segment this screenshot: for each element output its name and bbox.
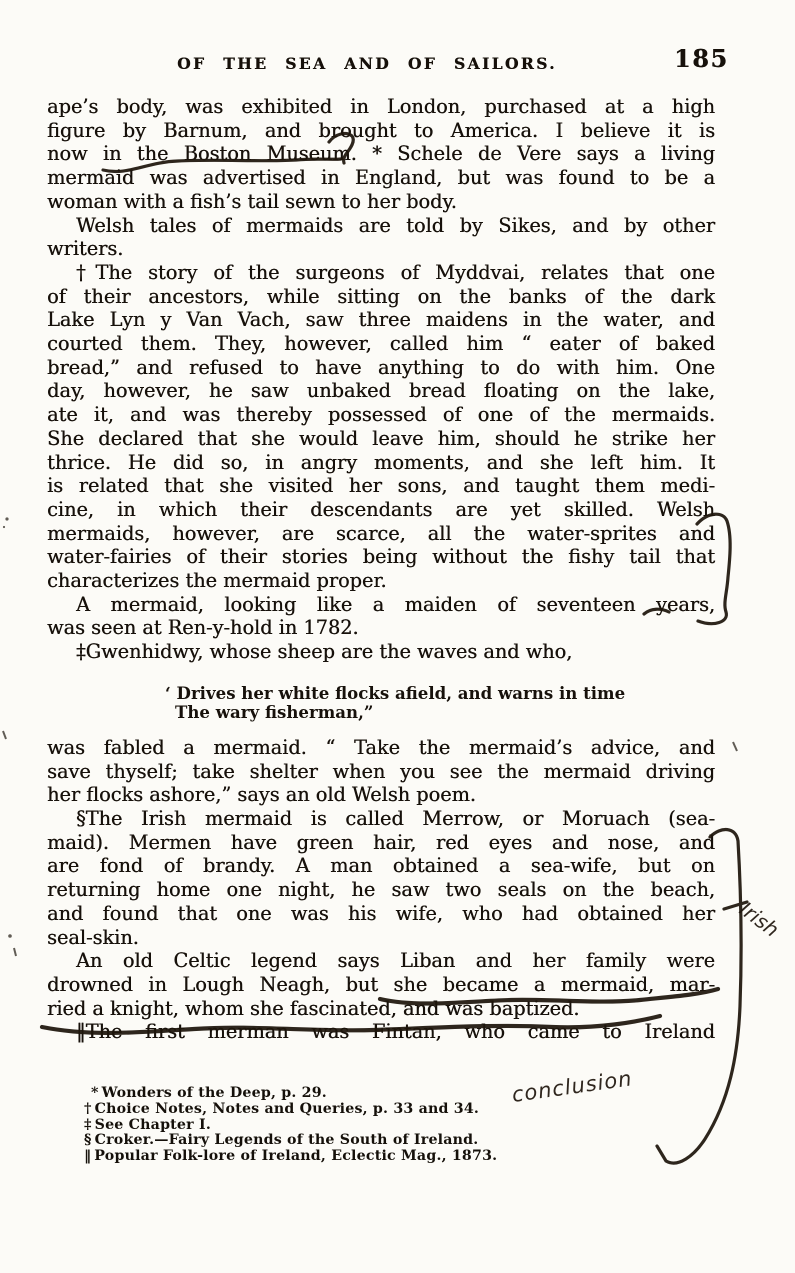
text-line: water-fairies of their stories being without the fishy tail that [47,545,715,569]
text-line: thrice. He did so, in angry moments, and she left him. It [47,450,715,474]
text-line: ‘ Drives her white flocks afield, and warns in time [165,682,626,703]
text-line: woman with a fish’s tail sewn to her body. [47,189,457,213]
text-line: characterizes the mermaid proper. [47,569,387,593]
text-line: ape’s body, was exhibited in London, purchased at a high [47,95,715,118]
text-line: drowned in Lough Neagh, but she became a mermaid, mar- [47,972,715,996]
footnote-text: Croker.—Fairy Legends of the South of Ireland. [94,1132,479,1149]
text-line: §The Irish mermaid is called Merrow, or Moruach (sea- [76,806,715,830]
paragraph-apes-body [47,95,715,214]
text-line: and found that one was his wife, who had obtained her [47,901,715,925]
text-line: A mermaid, looking like a maiden of seventeen years, [76,592,715,616]
text-line: was seen at Ren-y-hold in 1782. [47,616,359,640]
footnote-marker: § [84,1132,92,1149]
paragraph-welsh-tales [47,214,715,261]
text-line: cine, in which their descendants are yet skilled. Welsh [47,497,715,521]
text-line: returning home one night, he saw two seals on the beach, [47,878,715,902]
paragraph-gwenhidwy [47,640,715,664]
footnote-marker: ‡ [84,1116,92,1133]
paragraph-celtic-legend-liban [47,949,715,1020]
footnote-text: Wonders of the Deep, p. 29. [101,1085,327,1101]
text-line: An old Celtic legend says Liban and her family were [76,949,715,973]
footnote [84,1102,497,1118]
text-line: ‡Gwenhidwy, whose sheep are the waves and who, [76,640,573,664]
text-line: seal-skin. [47,925,139,949]
text-line: ‖The first merman was Fintan, who came to Ireland [76,1020,715,1044]
handwritten-note-conclusion: conclusion [510,1066,634,1107]
text-line: bread,” and refused to have anything to do with him. One [47,355,715,379]
text-line: her flocks ashore,” says an old Welsh poem. [47,783,476,807]
text-line: She declared that she would leave him, should he strike her [47,426,715,450]
text-line: ate it, and was thereby possessed of one of the mermaids. [47,403,715,427]
text-line: of their ancestors, while sitting on the banks of the dark [47,284,715,308]
footnote [84,1086,497,1102]
footnote-marker: * [91,1085,99,1101]
text-line: Welsh tales of mermaids are told by Sikes, and by other [76,213,715,237]
scan-speck [8,934,12,938]
text-line: save thyself; take shelter when you see the mermaid driving [47,759,715,783]
handwritten-note-irish: Irish [734,896,784,942]
text-line: now in the Boston Museum. * Schele de Vere says a living [47,142,715,166]
text-line: †The story of the surgeons of Myddvai, relates that one [76,260,715,284]
scan-speck [3,731,6,739]
scan-speck [14,948,16,956]
body-text-column [47,95,715,1044]
text-line: ried a knight, whom she fascinated, and was baptized. [47,996,580,1020]
footnote [84,1133,497,1149]
text-line: mermaid was advertised in England, but was found to be a [47,166,715,190]
paragraph-surgeons-myddvai [47,261,715,593]
page-number: 185 [674,44,729,73]
running-header: OF THE SEA AND OF SAILORS. [177,54,557,73]
footnote [84,1149,497,1165]
scan-speck [5,517,8,520]
text-line: The wary fisherman,” [175,702,374,723]
text-line: day, however, he saw unbaked bread floating on the lake, [47,379,715,403]
paragraph-first-merman [47,1020,715,1044]
footnote-marker: ‖ [84,1148,92,1165]
footnote-text: Popular Folk-lore of Ireland, Eclectic Mag., 1873. [94,1148,498,1165]
text-line: writers. [47,237,124,261]
footnote-marker: † [84,1100,92,1117]
text-line: maid). Mermen have green hair, red eyes and nose, and [47,830,715,854]
paragraph-was-fabled [47,736,715,807]
text-line: Lake Lyn y Van Vach, saw three maidens in the water, and [47,308,715,332]
footnote [84,1118,497,1134]
text-line: figure by Barnum, and brought to America. I believe it is [47,118,715,142]
text-line: are fond of brandy. A man obtained a sea-wife, but on [47,854,715,878]
block-quote-verse [165,684,715,723]
text-line: was fabled a mermaid. “ Take the mermaid’s advice, and [47,735,715,759]
paragraph-mermaid-seventeen [47,593,715,640]
footnotes-block [84,1086,497,1165]
paragraph-irish-mermaid [47,807,715,949]
text-line: courted them. They, however, called him “ eater of baked [47,332,715,356]
scan-speck [733,742,737,751]
text-line: is related that she visited her sons, and taught them medi- [47,474,715,498]
footnote-text: See Chapter I. [94,1116,211,1133]
scan-speck [3,526,5,528]
footnote-text: Choice Notes, Notes and Queries, p. 33 and 34. [94,1100,480,1117]
text-line: mermaids, however, are scarce, all the water-sprites and [47,521,715,545]
